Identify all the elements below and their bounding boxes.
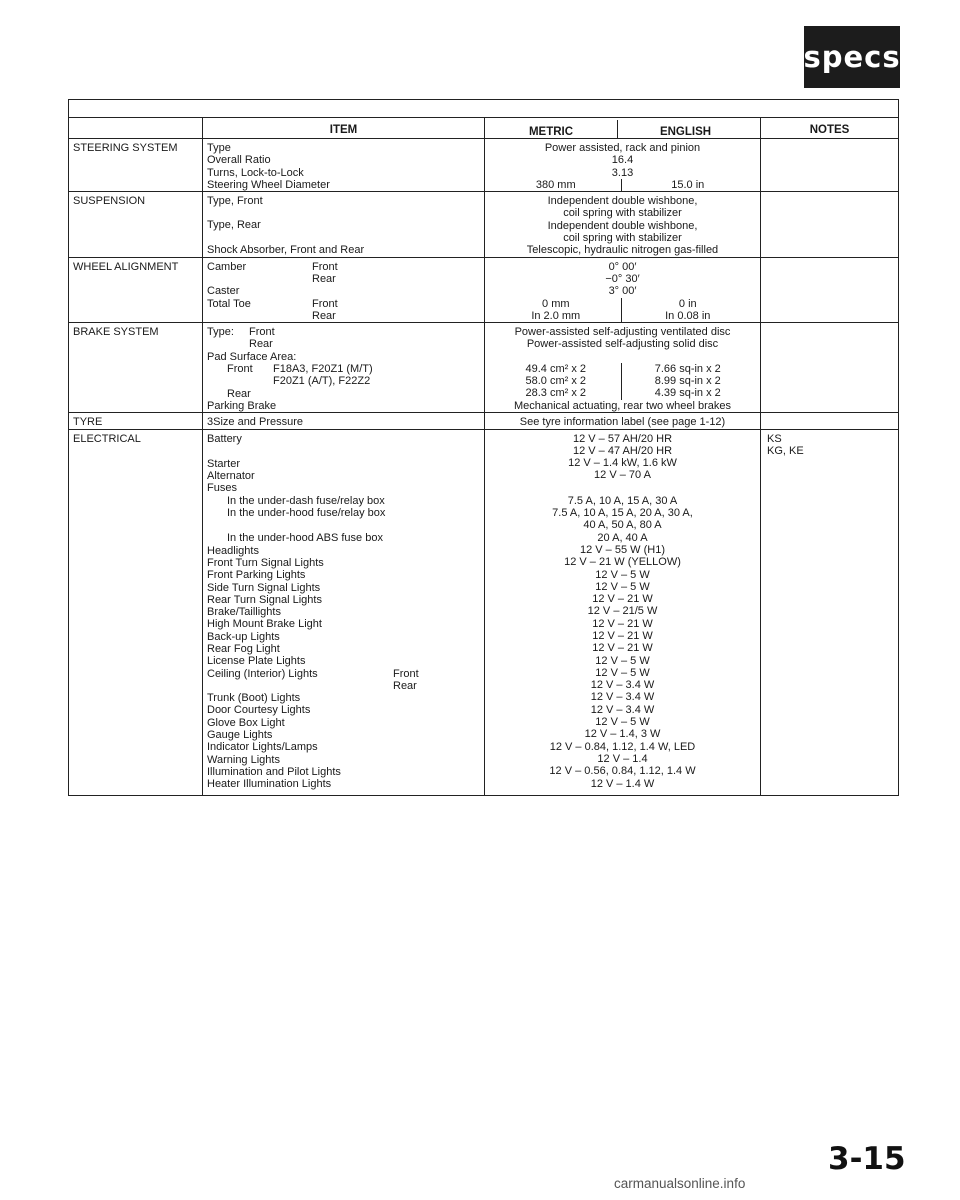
alignment-values: 0° 00′ −0° 30′ 3° 00′ 0 mm 0 in In 2.0 mm In 0.08 in <box>485 257 761 322</box>
tyre-value: See tyre information label (see page 1-12) <box>485 413 761 429</box>
alignment-row <box>69 257 899 322</box>
electrical-notes: KS KG, KE <box>761 429 899 795</box>
header-row <box>69 118 899 139</box>
page-number: 3-15 <box>828 1141 906 1177</box>
header-english: ENGLISH <box>617 120 753 138</box>
table-top-spacer <box>69 100 899 118</box>
electrical-items: Battery Starter Alternator Fuses In the under-dash fuse/relay box In the under-hood fuse/relay box In the under-hood ABS fuse box Headlights Front Turn Signal Lights Front Parking Lights Side Turn Signal Lights Rear Turn Signal Lights Brake/Taillights High Mount Brake Light Back-up Lights Rear Fog Light License Plate Lights Ceiling (Interior) Lights Front Rear Trunk (Boot) Lights Door Courtesy Lights Glove Box Light Gauge Lights Indicator Lights/Lamps Warning Lights Illumination and Pilot Lights Heater Illumination Lights <box>203 429 485 795</box>
suspension-items: Type, Front Type, Rear Shock Absorber, Front and Rear <box>203 192 485 257</box>
system-tyre: TYRE <box>69 413 203 429</box>
brake-items: Type: Front Rear Pad Surface Area: Front F18A3, F20Z1 (M/T) F20Z1 (A/T), F22Z2 Rear Parking Brake <box>203 323 485 413</box>
tyre-notes <box>761 413 899 429</box>
header-metric-english <box>485 118 761 139</box>
system-wheel-alignment: WHEEL ALIGNMENT <box>69 257 203 322</box>
specifications-table <box>68 99 899 796</box>
system-electrical: ELECTRICAL <box>69 429 203 795</box>
electrical-row <box>69 429 899 795</box>
steering-values: Power assisted, rack and pinion 16.4 3.13 380 mm 15.0 in <box>485 139 761 192</box>
electrical-values: 12 V – 57 AH/20 HR 12 V – 47 AH/20 HR 12 V – 1.4 kW, 1.6 kW 12 V – 70 A 7.5 A, 10 A, 15 A, 30 A 7.5 A, 10 A, 15 A, 20 A, 30 A, 40 A, 50 A, 80 A 20 A, 40 A 12 V – 55 W (H1) 12 V – 21 W (YELLOW) 12 V – 5 W 12 V – 5 W 12 V – 21 W 12 V – 21/5 W 12 V – 21 W 12 V – 21 W 12 V – 21 W 12 V – 5 W 12 V – 5 W 12 V – 3.4 W 12 V – 3.4 W 12 V – 3.4 W 12 V – 5 W 12 V – 1.4, 3 W 12 V – 0.84, 1.12, 1.4 W, LED 12 V – 1.4 12 V – 0.56, 0.84, 1.12, 1.4 W 12 V – 1.4 W <box>485 429 761 795</box>
system-steering: STEERING SYSTEM <box>69 139 203 192</box>
brake-notes <box>761 323 899 413</box>
system-brake: BRAKE SYSTEM <box>69 323 203 413</box>
suspension-notes <box>761 192 899 257</box>
watermark: carmanualsonline.info <box>614 1176 746 1191</box>
header-blank <box>69 118 203 139</box>
header-item: ITEM <box>203 118 485 139</box>
tyre-item: 3Size and Pressure <box>203 413 485 429</box>
header-notes: NOTES <box>761 118 899 139</box>
steering-items: Type Overall Ratio Turns, Lock-to-Lock Steering Wheel Diameter <box>203 139 485 192</box>
alignment-items: Camber Front Rear Caster Total Toe Front Rear <box>203 257 485 322</box>
steering-row <box>69 139 899 192</box>
alignment-notes <box>761 257 899 322</box>
brake-values: Power-assisted self-adjusting ventilated disc Power-assisted self-adjusting solid disc 49.4 cm² x 2 7.66 sq-in x 2 58.0 cm² x 2 8.99 sq-in x 2 28.3 cm² x 2 4.39 sq-in x 2 Mechanical actuating, rear two wheel brakes <box>485 323 761 413</box>
suspension-row <box>69 192 899 257</box>
suspension-values: Independent double wishbone, coil spring with stabilizer Independent double wishbone, coil spring with stabilizer Telescopic, hydraulic nitrogen gas-filled <box>485 192 761 257</box>
specs-badge: specs <box>804 26 900 88</box>
header-metric: METRIC <box>528 125 574 138</box>
system-suspension: SUSPENSION <box>69 192 203 257</box>
tyre-row <box>69 413 899 429</box>
steering-notes <box>761 139 899 192</box>
brake-row <box>69 323 899 413</box>
